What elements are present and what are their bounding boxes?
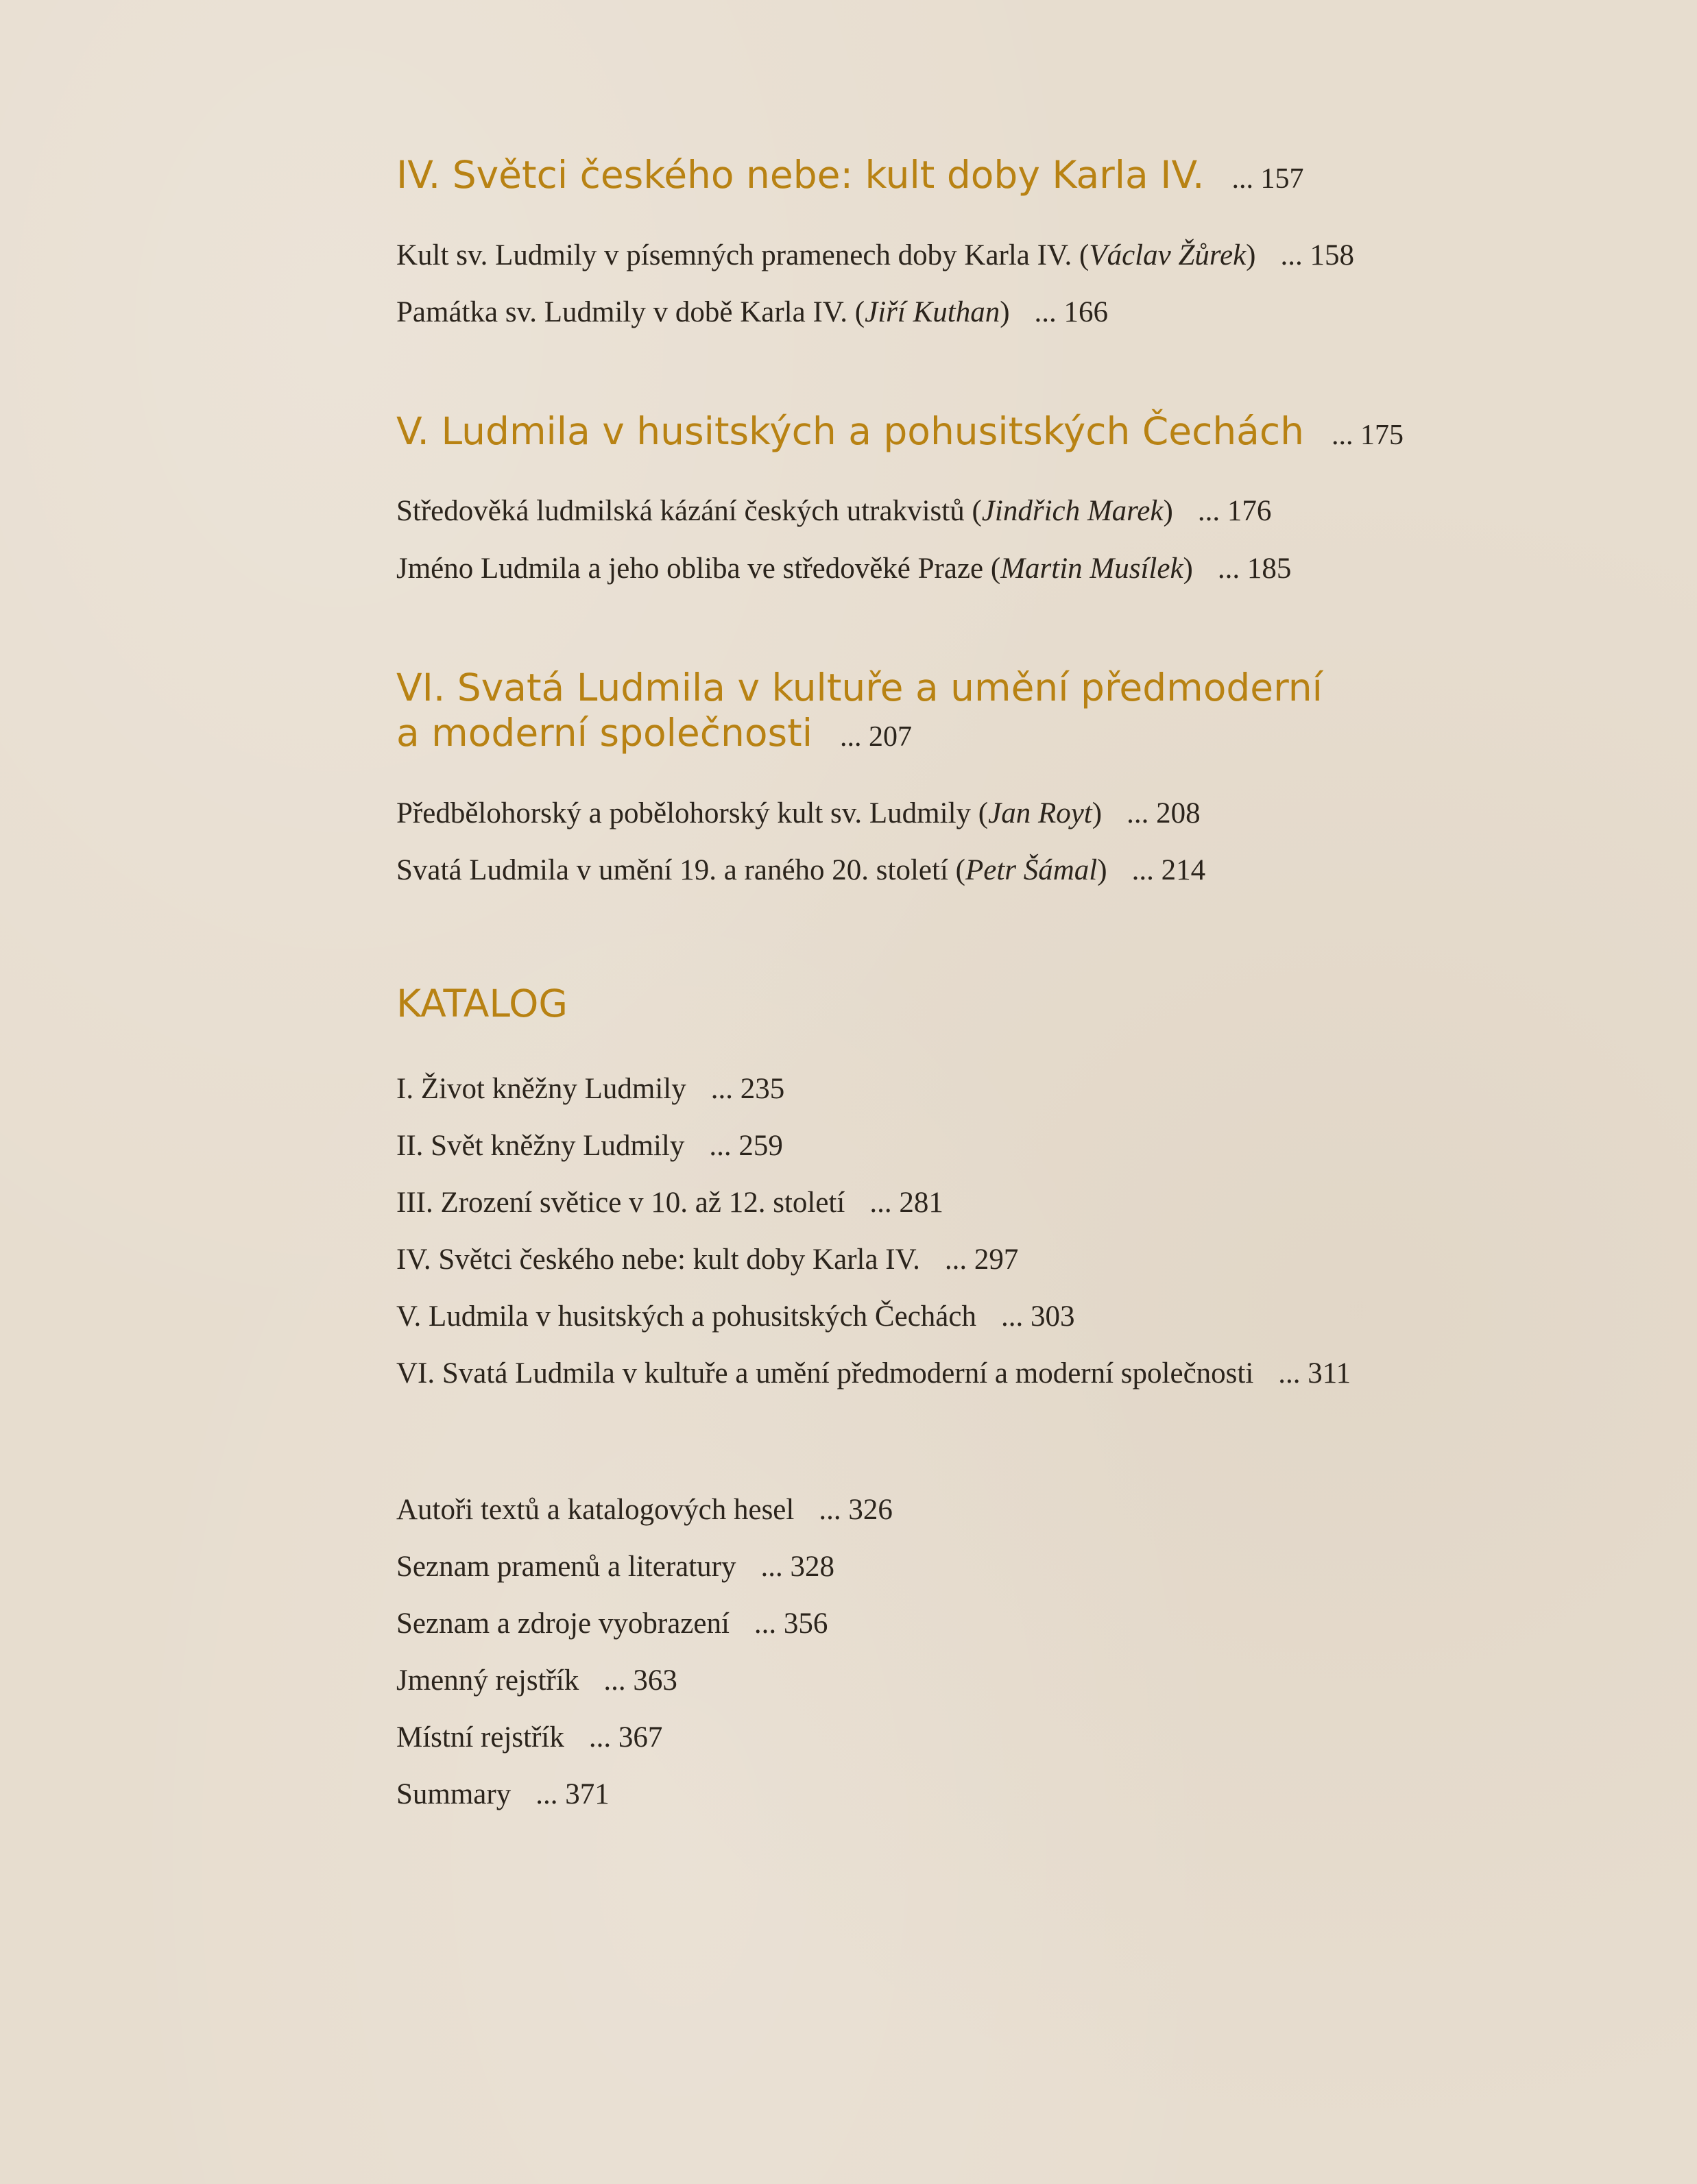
entry-title: III. Zrození světice v 10. až 12. století	[396, 1187, 845, 1219]
entry-title: Summary	[396, 1778, 511, 1810]
entry-title: Jmenný rejstřík	[396, 1664, 579, 1697]
appendix-entry[interactable]	[396, 1775, 610, 1814]
entry-page: ... 326	[819, 1494, 893, 1526]
entry-title: Kult sv. Ludmily v písemných pramenech doby Karla IV.	[396, 239, 1072, 271]
entry-page: ... 208	[1127, 797, 1201, 829]
entry-page: ... 311	[1278, 1357, 1351, 1390]
catalog-entry[interactable]	[396, 1355, 1351, 1393]
toc-entry[interactable]: Kult sv. Ludmily v písemných pramenech doby Karla IV. (Václav Žůrek) ... 158	[396, 239, 1354, 271]
catalog-entry[interactable]	[396, 1298, 1074, 1336]
entry-author: Jiří Kuthan	[865, 296, 1000, 328]
entry-title: I. Život kněžny Ludmily	[396, 1073, 686, 1105]
section-heading-vi[interactable]	[396, 665, 1323, 760]
entry-author: Petr Šámal	[965, 854, 1098, 886]
entry-page: ... 297	[944, 1243, 1019, 1276]
entry-title: Památka sv. Ludmily v době Karla IV.	[396, 296, 848, 328]
entry-page: ... 214	[1131, 854, 1206, 886]
entry-author: Václav Žůrek	[1089, 239, 1247, 271]
catalog-heading	[396, 981, 568, 1026]
appendix-entry[interactable]	[396, 1662, 677, 1700]
catalog-entry[interactable]	[396, 1070, 784, 1108]
entry-title: Středověká ludmilská kázání českých utrakvistů	[396, 495, 965, 527]
entry-page: ... 356	[754, 1607, 828, 1640]
entry-page: ... 166	[1034, 296, 1109, 328]
entry-title: Seznam a zdroje vyobrazení	[396, 1607, 730, 1640]
entry-author: Martin Musílek	[1000, 553, 1183, 585]
entry-page: ... 328	[760, 1551, 834, 1583]
toc-entry[interactable]: Předbělohorský a pobělohorský kult sv. Ludmily (Jan Royt) ... 208	[396, 797, 1201, 829]
entry-title: Autoři textů a katalogových hesel	[396, 1494, 795, 1526]
entry-author: Jan Royt	[988, 797, 1092, 829]
entry-page: ... 176	[1197, 495, 1272, 527]
section-heading-vi-page: ... 207	[840, 721, 913, 753]
entry-title: VI. Svatá Ludmila v kultuře a umění předmoderní a moderní společnosti	[396, 1357, 1254, 1390]
entry-title: II. Svět kněžny Ludmily	[396, 1130, 685, 1162]
section-heading-iv[interactable]	[396, 152, 1303, 202]
appendix-entry[interactable]	[396, 1605, 828, 1643]
entry-author: Jindřich Marek	[981, 495, 1164, 527]
catalog-entry[interactable]	[396, 1184, 943, 1222]
entry-title: V. Ludmila v husitských a pohusitských Čechách	[396, 1300, 976, 1333]
entry-page: ... 259	[709, 1130, 783, 1162]
section-heading-v[interactable]	[396, 409, 1404, 458]
entry-page: ... 158	[1280, 239, 1354, 271]
entry-page: ... 303	[1000, 1300, 1075, 1333]
entry-page: ... 281	[869, 1187, 943, 1219]
table-of-contents	[396, 0, 1493, 2184]
entry-page: ... 235	[710, 1073, 785, 1105]
section-heading-v-page: ... 175	[1331, 420, 1404, 451]
catalog-heading-title: KATALOG	[396, 982, 568, 1026]
section-heading-v-title: V. Ludmila v husitských a pohusitských Čechách	[396, 409, 1304, 453]
appendix-entry[interactable]	[396, 1719, 662, 1757]
catalog-entry[interactable]	[396, 1241, 1018, 1279]
toc-entry[interactable]: Středověká ludmilská kázání českých utrakvistů (Jindřich Marek) ... 176	[396, 495, 1272, 527]
entry-title: Jméno Ludmila a jeho obliba ve středověké Praze	[396, 553, 984, 585]
entry-title: Místní rejstřík	[396, 1721, 564, 1754]
toc-entry[interactable]: Památka sv. Ludmily v době Karla IV. (Jiří Kuthan) ... 166	[396, 296, 1109, 328]
entry-page: ... 185	[1217, 553, 1292, 585]
entry-title: IV. Světci českého nebe: kult doby Karla IV.	[396, 1243, 920, 1276]
entry-title: Svatá Ludmila v umění 19. a raného 20. století	[396, 854, 948, 886]
entry-title: Předbělohorský a pobělohorský kult sv. Ludmily	[396, 797, 972, 829]
appendix-entry[interactable]	[396, 1548, 834, 1586]
entry-page: ... 371	[535, 1778, 610, 1810]
section-heading-vi-title-line1: VI. Svatá Ludmila v kultuře a umění předmoderní	[396, 666, 1323, 709]
appendix-entry[interactable]	[396, 1491, 893, 1529]
toc-entry[interactable]: Jméno Ludmila a jeho obliba ve středověké Praze (Martin Musílek) ... 185	[396, 553, 1292, 585]
toc-entry[interactable]: Svatá Ludmila v umění 19. a raného 20. století (Petr Šámal) ... 214	[396, 854, 1206, 886]
catalog-entry[interactable]	[396, 1127, 783, 1165]
entry-title: Seznam pramenů a literatury	[396, 1551, 736, 1583]
entry-page: ... 363	[603, 1664, 677, 1697]
entry-page: ... 367	[588, 1721, 663, 1754]
section-heading-iv-page: ... 157	[1231, 163, 1304, 195]
section-heading-vi-title-line2: a moderní společnosti	[396, 711, 813, 755]
section-heading-iv-title: IV. Světci českého nebe: kult doby Karla IV.	[396, 153, 1205, 197]
